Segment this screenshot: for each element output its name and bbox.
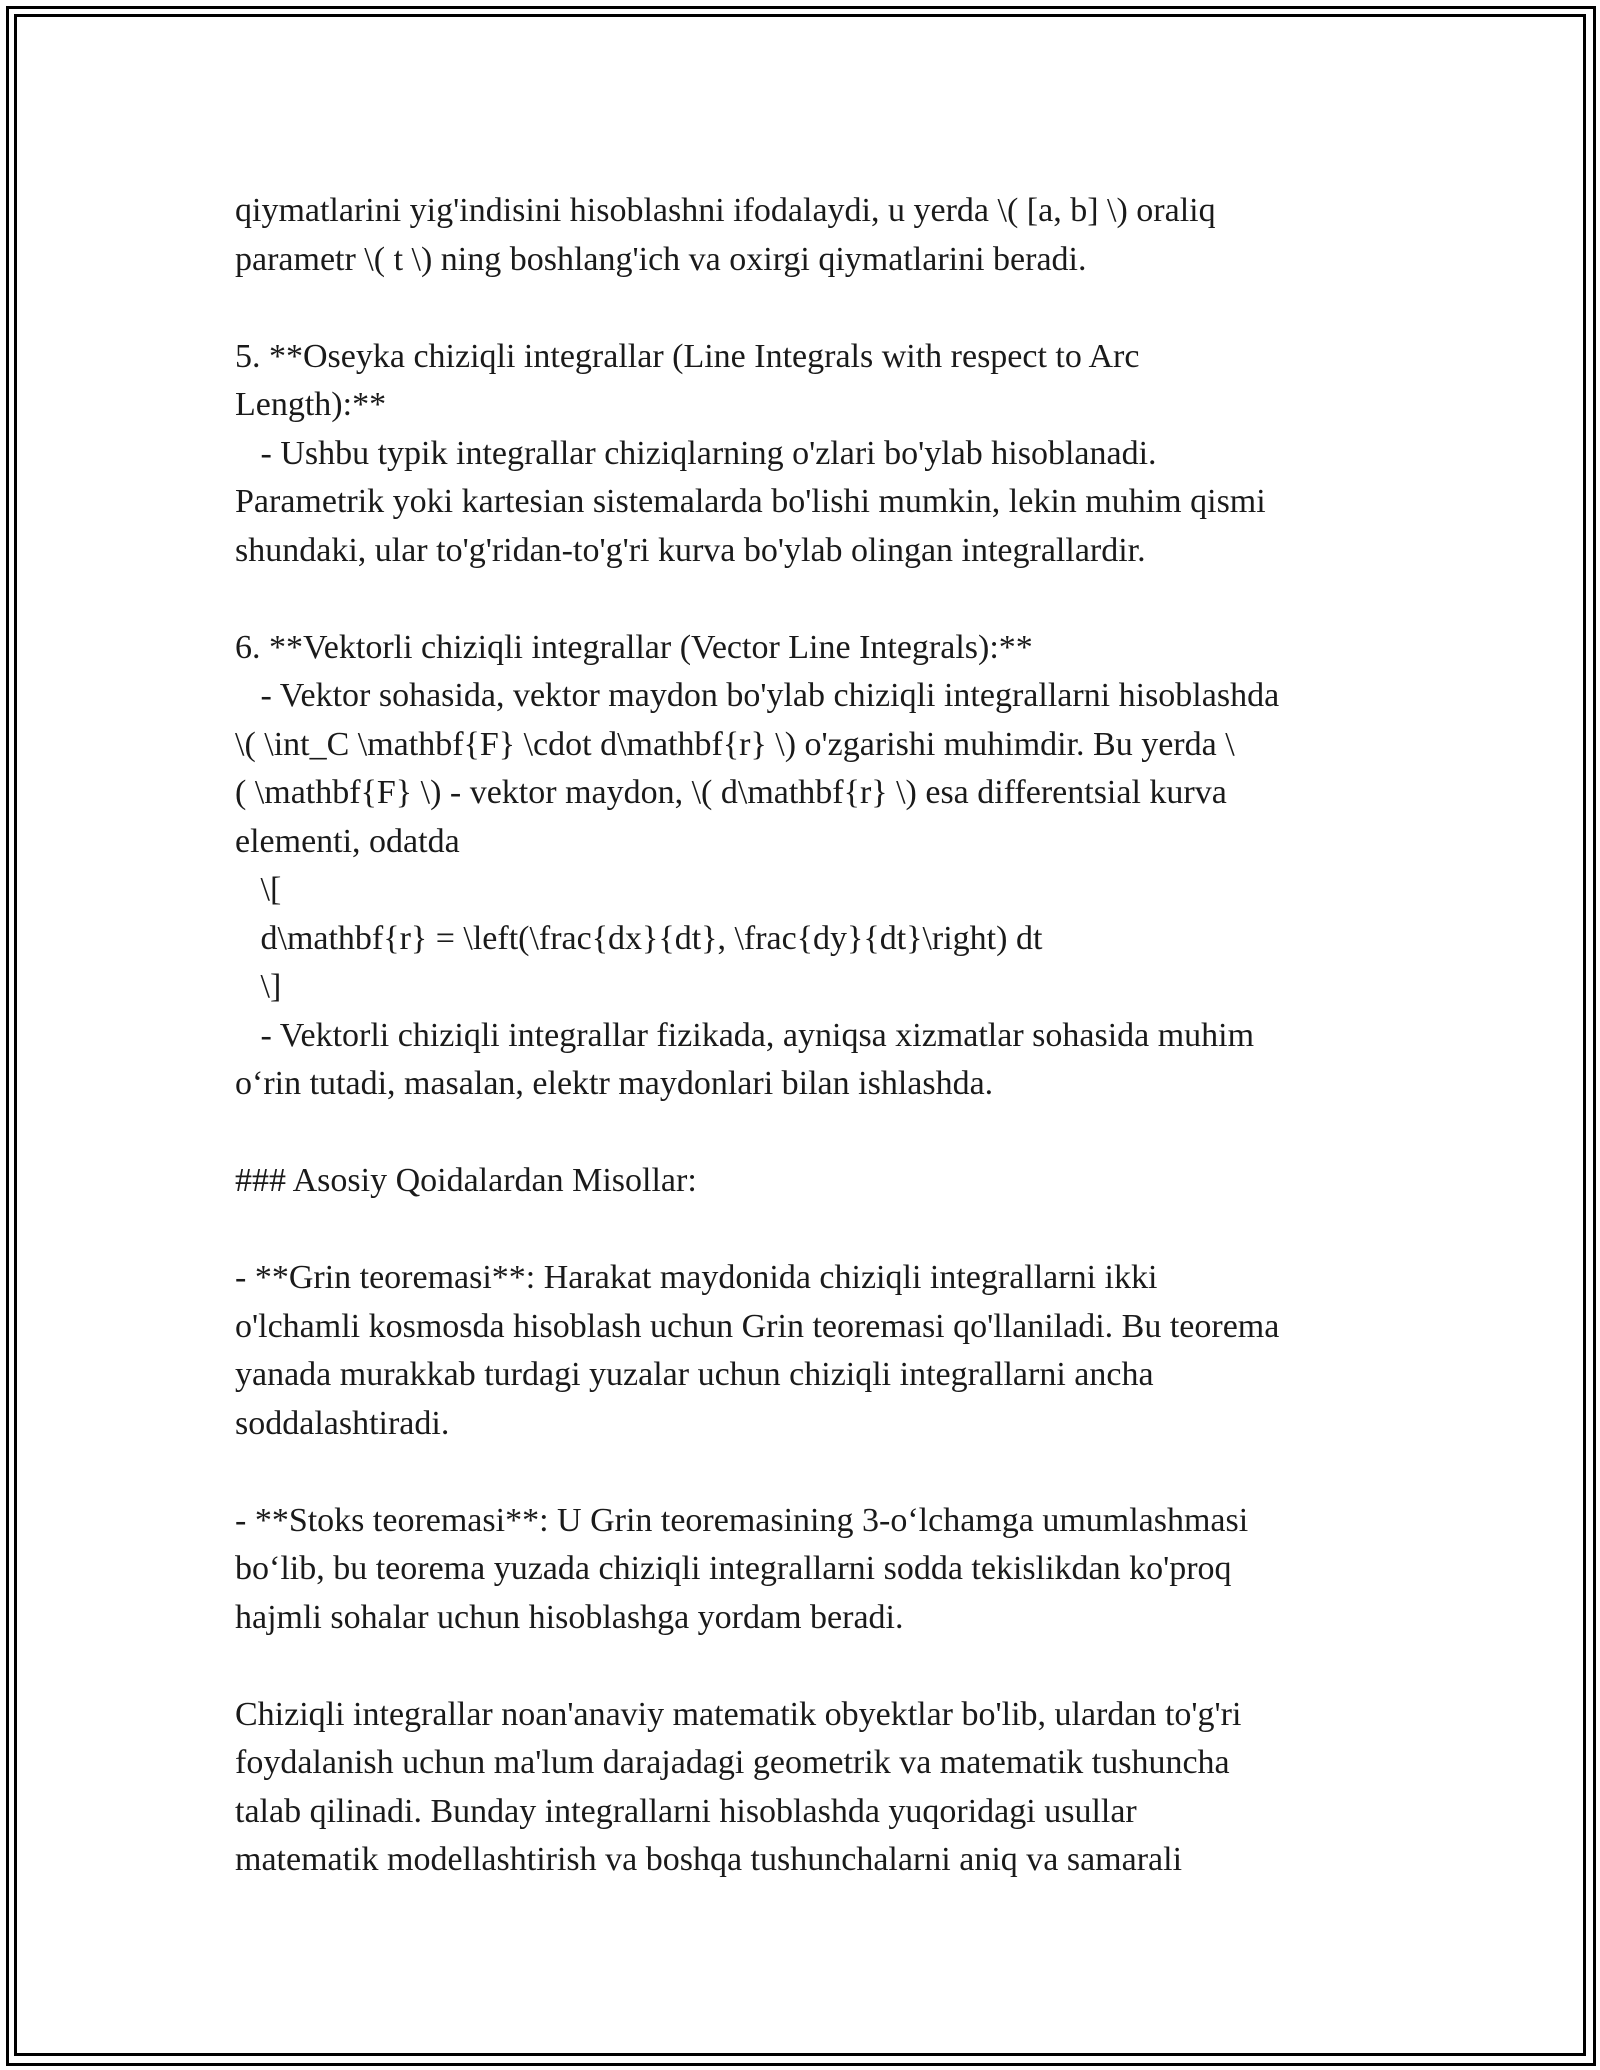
blank-line: [235, 1448, 1395, 1497]
text-line: yanada murakkab turdagi yuzalar uchun chiziqli integrallarni ancha: [235, 1356, 1154, 1393]
stoks-theorem-item: - **Stoks teoremasi**: U Grin teoremasining 3-o‘lchamga umumlashmasi: [235, 1501, 1249, 1539]
examples-heading: ### Asosiy Qoidalardan Misollar:: [235, 1162, 697, 1199]
text-line: \( \int_C \mathbf{F} \cdot d\mathbf{r} \) o'zgarishi muhimdir. Bu yerda \: [235, 725, 1235, 763]
conclusion-paragraph: Chiziqli integrallar noan'anaviy matematik obyektlar bo'lib, ulardan to'g'ri: [235, 1695, 1242, 1733]
text-line: matematik modellashtirish va boshqa tushunchalarni aniq va samarali: [235, 1841, 1183, 1878]
text-line: foydalanish uchun ma'lum darajadagi geometrik va matematik tushuncha: [235, 1744, 1230, 1781]
grin-theorem-item: - **Grin teoremasi**: Harakat maydonida chiziqli integrallarni ikki: [235, 1259, 1158, 1296]
text-line: - Vektor sohasida, vektor maydon bo'ylab chiziqli integrallarni hisoblashda: [235, 677, 1280, 714]
blank-line: [235, 575, 1395, 624]
section-6-heading: 6. **Vektorli chiziqli integrallar (Vector Line Integrals):**: [235, 628, 1033, 666]
text-line: qiymatlarini yig'indisini hisoblashni ifodalaydi, u yerda \( [a, b] \) oraliq: [235, 192, 1216, 229]
text-line: elementi, odatda: [235, 822, 460, 860]
blank-line: [235, 284, 1395, 333]
text-line: soddalashtiradi.: [235, 1404, 450, 1442]
text-line: Parametrik yoki kartesian sistemalarda bo'lishi mumkin, lekin muhim qismi: [235, 483, 1266, 520]
text-line: talab qilinadi. Bunday integrallarni hisoblashda yuqoridagi usullar: [235, 1792, 1137, 1830]
formula-line: d\mathbf{r} = \left(\frac{dx}{dt}, \frac{dy}{dt}\right) dt: [235, 919, 1043, 957]
section-5-heading: 5. **Oseyka chiziqli integrallar (Line Integrals with respect to Arc: [235, 337, 1140, 375]
text-line: - Vektorli chiziqli integrallar fizikada, ayniqsa xizmatlar sohasida muhim: [235, 1016, 1255, 1054]
text-line: shundaki, ular to'g'ridan-to'g'ri kurva bo'ylab olingan integrallardir.: [235, 531, 1146, 569]
blank-line: [235, 1109, 1395, 1158]
document-body: [235, 187, 1395, 1885]
text-line: ( \mathbf{F} \) - vektor maydon, \( d\mathbf{r} \) esa differentsial kurva: [235, 774, 1227, 811]
text-line: bo‘lib, bu teorema yuzada chiziqli integrallarni sodda tekislikdan ko'proq: [235, 1550, 1232, 1587]
text-line: o‘rin tutadi, masalan, elektr maydonlari bilan ishlashda.: [235, 1065, 994, 1102]
text-line: hajmli sohalar uchun hisoblashga yordam beradi.: [235, 1598, 904, 1636]
formula-line: \]: [235, 968, 282, 1005]
blank-line: [235, 1206, 1395, 1255]
formula-line: \[: [235, 871, 282, 908]
text-line: parametr \( t \) ning boshlang'ich va oxirgi qiymatlarini beradi.: [235, 240, 1087, 278]
blank-line: [235, 1642, 1395, 1691]
text-line: o'lchamli kosmosda hisoblash uchun Grin teoremasi qo'llaniladi. Bu teorema: [235, 1307, 1280, 1345]
section-5-heading-cont: Length):**: [235, 386, 387, 423]
text-line: - Ushbu typik integrallar chiziqlarning o'zlari bo'ylab hisoblanadi.: [235, 434, 1157, 472]
